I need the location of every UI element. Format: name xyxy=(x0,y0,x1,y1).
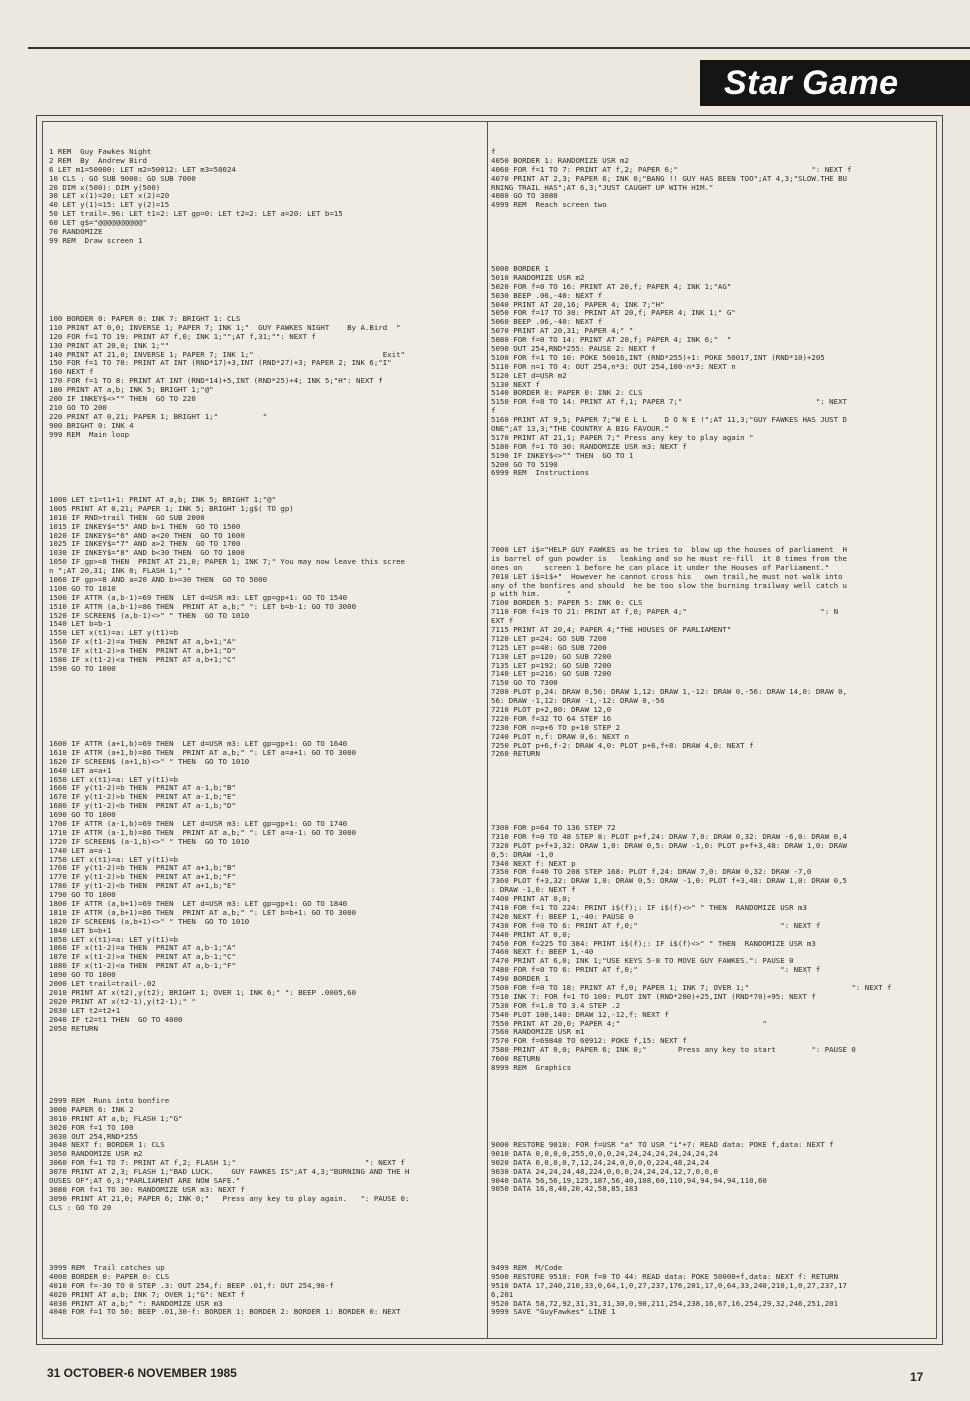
code-line: 900 BRIGHT 0: INK 4 xyxy=(49,421,134,430)
code-line: 1590 GO TO 1000 xyxy=(49,664,116,673)
code-line: 2 REM By Andrew Bird xyxy=(49,156,147,165)
issue-date: 31 OCTOBER-6 NOVEMBER 1985 xyxy=(47,1366,237,1380)
code-block xyxy=(49,1097,487,1213)
code-block xyxy=(491,1141,931,1194)
code-line: 1660 IF y(t1-2)=b THEN PRINT AT a-1,b;"B" xyxy=(49,784,236,793)
code-line: 1890 GO TO 1000 xyxy=(49,971,116,980)
code-line: 1000 LET t1=t1+1: PRINT AT a,b; INK 5; BRIGHT 1;"@" xyxy=(49,496,276,504)
code-line: 1810 IF ATTR (a,b+1)=86 THEN PRINT AT a,b;" ": LET b=b+1: GO TO 3000 xyxy=(49,908,357,917)
code-line: 130 PRINT AT 20,0; INK 1;"" xyxy=(49,341,170,350)
code-line: 1005 PRINT AT 0,21; PAPER 1; INK 5; BRIGHT 1;g$( TO gp) xyxy=(49,504,294,513)
code-line: 1050 IF gp>=8 THEN PRINT AT 21,0; PAPER 1; INK 7;" You may now leave this scree xyxy=(49,558,405,567)
code-block xyxy=(491,824,931,1073)
code-line: 5060 BEEP .06,-40: NEXT f xyxy=(491,318,603,327)
code-line: 6 LET m1=50000: LET m2=50012: LET m3=50024 xyxy=(49,165,236,174)
code-line: 3090 PRINT AT 21,0; PAPER 6; INK 0;" Press any key to play again. ": PAUSE 0: xyxy=(49,1194,410,1203)
code-line: 8999 REM Graphics xyxy=(491,1064,572,1073)
section-banner xyxy=(700,60,970,106)
code-line: 100 BORDER 0: PAPER 0: INK 7: BRIGHT 1: CLS xyxy=(49,315,241,323)
code-line: 4080 GO TO 3080 xyxy=(491,192,558,201)
code-line: 1820 IF SCREEN$ (a,b+1)<>" " THEN GO TO 1010 xyxy=(49,917,250,926)
code-line: ones on screen 1 before he can place it under the Houses of Parliament." xyxy=(491,563,830,572)
code-line: is barrel of gun powder is leaking and so he must re-fill it 8 times from the xyxy=(491,554,847,563)
code-line: 4040 FOR f=1 TO 50: BEEP .01,30-f: BORDER 1: BORDER 2: BORDER 1: BORDER 0: NEXT xyxy=(49,1308,401,1317)
code-line: 7530 FOR f=1.8 TO 3.4 STEP .2 xyxy=(491,1001,621,1010)
column-divider xyxy=(487,121,488,1339)
code-line: 5020 FOR f=0 TO 16: PRINT AT 20,f; PAPER 4; INK 1;"AG" xyxy=(491,282,732,291)
code-block xyxy=(491,148,931,210)
code-line: 3080 FOR f=1 TO 30: RANDOMIZE USR m3: NEXT f xyxy=(49,1185,245,1194)
code-line: 3040 NEXT f: BORDER 1: CLS xyxy=(49,1141,165,1150)
code-line: 5010 RANDOMIZE USR m2 xyxy=(491,273,585,282)
code-line: 4020 PRINT AT a,b; INK 7; OVER 1;"G": NEXT f xyxy=(49,1290,245,1299)
code-line: 3060 FOR f=1 TO 7: PRINT AT f,2; FLASH 1;" ": NEXT f xyxy=(49,1159,405,1168)
code-line: 9499 REM M/Code xyxy=(491,1264,563,1272)
code-line: 1750 LET x(t1)=a: LET y(t1)=b xyxy=(49,855,179,864)
code-line: 7240 PLOT n,f: DRAW 0,6: NEXT n xyxy=(491,732,629,741)
code-line: 2040 IF t2=t1 THEN GO TO 4000 xyxy=(49,1015,183,1024)
code-line: CLS : GO TO 20 xyxy=(49,1203,112,1212)
code-line: 1880 IF x(t1-2)<a THEN PRINT AT a,b-1;"F" xyxy=(49,962,236,971)
code-line: 4060 FOR f=1 TO 7: PRINT AT f,2; PAPER 6;" ": NEXT f xyxy=(491,165,852,174)
code-line: 1 REM Guy Fawkes Night xyxy=(49,148,152,156)
code-line: 5030 BEEP .06,-40: NEXT f xyxy=(491,291,603,300)
code-line: 5200 GO TO 5190 xyxy=(491,460,558,469)
code-line: 9000 RESTORE 9010: FOR f=USR "a" TO USR "i"+7: READ data: POKE f,data: NEXT f xyxy=(491,1141,834,1149)
code-line: 1710 IF ATTR (a-1,b)=86 THEN PRINT AT a,b;" ": LET a=a-1: GO TO 3000 xyxy=(49,828,357,837)
code-line: OUSES OF";AT 6,3;"PARLIAMENT ARE NOW SAFE." xyxy=(49,1177,241,1186)
code-line: 7450 FOR f=225 TO 384: PRINT i$(f);: IF i$(f)<>" " THEN RANDOMIZE USR m3 xyxy=(491,939,816,948)
code-line: 7260 RETURN xyxy=(491,750,540,759)
code-line: 1570 IF x(t1-2)>a THEN PRINT AT a,b+1;"D" xyxy=(49,647,236,656)
code-line: 170 FOR f=1 TO 8: PRINT AT INT (RND*14)+5,INT (RND*25)+4; INK 5;"H": NEXT f xyxy=(49,377,383,386)
code-block xyxy=(491,546,931,759)
code-line: 160 NEXT f xyxy=(49,368,94,377)
code-line: 3030 OUT 254,RND*255 xyxy=(49,1132,138,1141)
code-line: 3999 REM Trail catches up xyxy=(49,1264,165,1272)
code-line: any of the bonfires and should he be too slow the burning trailway well catch u xyxy=(491,581,847,590)
code-block xyxy=(49,148,487,246)
code-block xyxy=(491,265,931,478)
code-line: 3010 PRINT AT a,b; FLASH 1;"G" xyxy=(49,1114,183,1123)
code-line: 60 LET g$="@@@@@@@@@@" xyxy=(49,219,147,228)
code-line: 7490 BORDER 1 xyxy=(491,975,549,984)
code-line: 10 CLS : GO SUB 9000: GO SUB 7000 xyxy=(49,174,196,183)
code-line: 7000 LET i$="HELP GUY FAWKES as he tries to blow up the houses of parliament H xyxy=(491,546,847,554)
code-line: 7210 PLOT p+2,80: DRAW 12,0 xyxy=(491,706,612,715)
code-line: 7310 FOR f=0 TO 48 STEP 8: PLOT p+f,24: DRAW 7,0: DRAW 0,32: DRAW -6,0: DRAW 0,4 xyxy=(491,832,847,841)
code-line: 1560 IF x(t1-2)=a THEN PRINT AT a,b+1;"A" xyxy=(49,638,236,647)
code-line: 1780 IF y(t1-2)<b THEN PRINT AT a+1,b;"E" xyxy=(49,882,236,891)
code-line: 1060 IF gp>=8 AND a=20 AND b>=30 THEN GO TO 5000 xyxy=(49,576,268,585)
code-line: 1620 IF SCREEN$ (a+1,b)<>" " THEN GO TO 1010 xyxy=(49,757,250,766)
code-line: n ";AT 20,31; INK 0; FLASH 1;" " xyxy=(49,567,192,576)
code-line: 6999 REM Instructions xyxy=(491,469,589,478)
code-line: 3050 RANDOMIZE USR m2 xyxy=(49,1150,143,1159)
code-line: 7220 FOR f=32 TO 64 STEP 16 xyxy=(491,714,612,723)
code-line: 7010 LET i$=i$+" However he cannot cross his own trail,he must not walk into xyxy=(491,572,843,581)
code-line: 40 LET y(1)=15: LET y(2)=15 xyxy=(49,201,170,210)
code-line: 1840 LET b=b+1 xyxy=(49,926,112,935)
code-line: 1700 IF ATTR (a-1,b)=69 THEN LET d=USR m3: LET gp=gp+1: GO TO 1740 xyxy=(49,820,348,829)
code-line: : DRAW -1,0: NEXT f xyxy=(491,886,576,895)
code-line: 1800 IF ATTR (a,b+1)=69 THEN LET d=USR m3: LET gp=gp+1: GO TO 1840 xyxy=(49,900,348,909)
code-line: 1010 IF RND>trail THEN GO SUB 2000 xyxy=(49,513,205,522)
code-line: 9030 DATA 24,24,24,48,224,0,0,0,24,24,24,12,7,0,0,0 xyxy=(491,1167,718,1176)
code-line: 150 FOR f=1 TO 70: PRINT AT INT (RND*17)+3,INT (RND*27)+3; PAPER 2; INK 6;"I" xyxy=(49,359,392,368)
code-line: 7230 FOR n=p+6 TO p+10 STEP 2 xyxy=(491,723,621,732)
code-line: 1610 IF ATTR (a+1,b)=86 THEN PRINT AT a,b;" ": LET a=a+1: GO TO 3000 xyxy=(49,748,357,757)
code-line: 5040 PRINT AT 20,16; PAPER 4; INK 7;"H" xyxy=(491,300,665,309)
code-line: 7250 PLOT p+6,f-2: DRAW 4,0: PLOT p+6,f+8: DRAW 4,0: NEXT f xyxy=(491,741,754,750)
code-line: 4010 FOR f=-30 TO 0 STEP .3: OUT 254,f: BEEP .01,f: OUT 254,90-f xyxy=(49,1281,334,1290)
code-line: 1860 IF x(t1-2)=a THEN PRINT AT a,b-1;"A" xyxy=(49,944,236,953)
code-line: 7340 NEXT f: NEXT p xyxy=(491,859,576,868)
code-line: 7580 PRINT AT 0,0; PAPER 6; INK 0;" Press any key to start ": PAUSE 0 xyxy=(491,1046,856,1055)
code-line: 20 DIM x(500): DIM y(500) xyxy=(49,183,161,192)
code-line: 1540 LET b=b-1 xyxy=(49,620,112,629)
code-line: 180 PRINT AT a,b; INK 5; BRIGHT 1;"@" xyxy=(49,386,214,395)
code-line: 7470 PRINT AT 6,0; INK 1;"USE KEYS 5-8 TO MOVE GUY FAWKES.": PAUSE 0 xyxy=(491,957,794,966)
code-block xyxy=(49,740,487,1033)
code-line: 7510 INK 7: FOR f=1 TO 100: PLOT INT (RND*200)+25,INT (RND*70)+95: NEXT f xyxy=(491,992,816,1001)
code-line: 1510 IF ATTR (a,b-1)=86 THEN PRINT AT a,b;" ": LET b=b-1: GO TO 3000 xyxy=(49,602,357,611)
code-line: 7350 FOR f=40 TO 208 STEP 168: PLOT f,24: DRAW 7,0: DRAW 0,32: DRAW -7,0 xyxy=(491,868,812,877)
code-line: 7200 PLOT p,24: DRAW 0,56: DRAW 1,12: DRAW 1,-12: DRAW 0,-56: DRAW 14,0: DRAW 0, xyxy=(491,688,847,697)
code-line: RNING TRAIL HAS";AT 6,3;"JUST CAUGHT UP WITH HIM." xyxy=(491,183,714,192)
code-line: 140 PRINT AT 21,0; INVERSE 1; PAPER 7; INK 1;" Exit" xyxy=(49,350,405,359)
code-line: 7115 PRINT AT 20,4; PAPER 4;"THE HOUSES OF PARLIAMENT" xyxy=(491,626,732,635)
code-line: 7110 FOR f=19 TO 21: PRINT AT f,0; PAPER 4;" ": N xyxy=(491,608,839,617)
code-line: 1670 IF y(t1-2)>b THEN PRINT AT a-1,b;"E" xyxy=(49,793,236,802)
code-line: 99 REM Draw screen 1 xyxy=(49,236,143,245)
code-line: EXT f xyxy=(491,617,514,626)
code-line: 5050 FOR f=17 TO 30: PRINT AT 20,f; PAPER 4; INK 1;" G" xyxy=(491,309,736,318)
code-line: 3000 PAPER 6: INK 2 xyxy=(49,1105,134,1114)
code-line: 1015 IF INKEY$="5" AND b>1 THEN GO TO 1500 xyxy=(49,522,241,531)
code-line: 999 REM Main loop xyxy=(49,430,130,439)
code-line: 7135 LET p=192: GO SUB 7200 xyxy=(491,661,612,670)
code-line: 7320 PLOT p+f+3,32: DRAW 1,0: DRAW 0,5: DRAW -1,0: PLOT p+f+3,48: DRAW 1,0: DRAW xyxy=(491,841,847,850)
code-line: 30 LET x(1)=20: LET x(2)=20 xyxy=(49,192,170,201)
code-line: 1550 LET x(t1)=a: LET y(t1)=b xyxy=(49,629,179,638)
code-line: f xyxy=(491,407,496,416)
code-line: 7440 PRINT AT 0,0; xyxy=(491,930,572,939)
code-line: 1025 IF INKEY$="7" AND a>2 THEN GO TO 1700 xyxy=(49,540,241,549)
code-line: 7130 LET p=120: GO SUB 7200 xyxy=(491,652,612,661)
code-line: 2999 REM Runs into bonfire xyxy=(49,1097,170,1105)
code-line: 210 GO TO 200 xyxy=(49,403,107,412)
code-line: 5000 BORDER 1 xyxy=(491,265,549,273)
code-line: 9010 DATA 0,0,0,0,255,0,0,0,24,24,24,24,24,24,24,24 xyxy=(491,1149,718,1158)
code-line: 5190 IF INKEY$<>"" THEN GO TO 1 xyxy=(491,451,634,460)
code-line: 2030 LET t2=t2+1 xyxy=(49,1006,121,1015)
code-line: 4050 BORDER 1: RANDOMIZE USR m2 xyxy=(491,156,629,165)
code-line: 9500 RESTORE 9510: FOR f=0 TO 44: READ data: POKE 50000+f,data: NEXT f: RETURN xyxy=(491,1272,839,1281)
code-line: 7125 LET p=40: GO SUB 7200 xyxy=(491,643,607,652)
code-line: 5090 OUT 254,RND*255: PAUSE 2: NEXT f xyxy=(491,345,656,354)
code-line: 70 RANDOMIZE xyxy=(49,228,103,237)
code-line: 9520 DATA 58,72,92,31,31,31,30,0,90,211,254,238,16,67,16,254,29,32,246,251,201 xyxy=(491,1299,839,1308)
code-line: 1740 LET a=a-1 xyxy=(49,846,112,855)
code-line: 9040 DATA 56,56,19,125,187,56,40,108,60,110,94,94,94,94,110,60 xyxy=(491,1176,767,1185)
code-line: 1500 IF ATTR (a,b-1)=69 THEN LET d=USR m3: LET gp=gp+1: GO TO 1540 xyxy=(49,593,348,602)
code-line: 5140 BORDER 0: PAPER 0: INK 2: CLS xyxy=(491,389,643,398)
code-block xyxy=(491,1264,931,1317)
code-line: ONE";AT 13,3;"THE COUNTRY A BIG FAVOUR." xyxy=(491,425,669,434)
code-line: 1720 IF SCREEN$ (a-1,b)<>" " THEN GO TO 1010 xyxy=(49,837,250,846)
code-line: 7150 GO TO 7300 xyxy=(491,679,558,688)
code-line: 110 PRINT AT 0,0; INVERSE 1; PAPER 7; INK 1;" GUY FAWKES NIGHT By A.Bird " xyxy=(49,323,401,332)
code-block xyxy=(49,496,487,674)
code-line: 1020 IF INKEY$="6" AND a<20 THEN GO TO 1600 xyxy=(49,531,245,540)
code-line: 6,201 xyxy=(491,1290,514,1299)
code-line: 5120 LET d=USR m2 xyxy=(491,371,567,380)
top-rule xyxy=(28,47,970,49)
code-line: 4000 BORDER 0: PAPER 0: CLS xyxy=(49,1272,170,1281)
code-line: 200 IF INKEY$<>"" THEN GO TO 220 xyxy=(49,395,196,404)
code-line: 9020 DATA 0,0,0,0,7,12,24,24,0,0,0,0,224,48,24,24 xyxy=(491,1158,710,1167)
code-line: 7360 PLOT f+3,32: DRAW 1,0: DRAW 0,5: DRAW -1,0: PLOT f+3,48: DRAW 1,0: DRAW 0,5 xyxy=(491,877,847,886)
code-line: 1600 IF ATTR (a+1,b)=69 THEN LET d=USR m3: LET gp=gp+1: GO TO 1640 xyxy=(49,740,348,748)
code-line: 1790 GO TO 1000 xyxy=(49,891,116,900)
code-line: 0,5: DRAW -1,0 xyxy=(491,850,554,859)
code-line: 50 LET trail=.96: LET t1=2: LET gp=0: LET t2=2: LET a=20: LET b=15 xyxy=(49,210,343,219)
code-line: 9050 DATA 16,8,40,20,42,58,85,183 xyxy=(491,1185,638,1194)
code-line: 5160 PRINT AT 9,5; PAPER 7;"W E L L D O N E !";AT 11,3;"GUY FAWKES HAS JUST D xyxy=(491,416,847,425)
code-line: 7140 LET p=216: GO SUB 7200 xyxy=(491,670,612,679)
code-line: 7400 PRINT AT 0,0; xyxy=(491,895,572,904)
code-line: 1680 IF y(t1-2)<b THEN PRINT AT a-1,b;"D" xyxy=(49,802,236,811)
code-line: 7540 PLOT 100,140: DRAW 12,-12,f: NEXT f xyxy=(491,1010,669,1019)
code-line: 5080 FOR f=0 TO 14: PRINT AT 20,f; PAPER 4; INK 6;" " xyxy=(491,336,732,345)
code-line: 2000 LET trail=trail-.02 xyxy=(49,980,156,989)
code-line: 4030 PRINT AT a,b;" ": RANDOMIZE USR m3 xyxy=(49,1299,223,1308)
code-line: 5150 FOR f=8 TO 14: PRINT AT f,1; PAPER 7;" ": NEXT xyxy=(491,398,847,407)
page-number: 17 xyxy=(910,1370,924,1384)
code-line: p with him. " xyxy=(491,590,572,599)
code-line: 5110 FOR n=1 TO 4: OUT 254,n*3: OUT 254,100-n*3: NEXT n xyxy=(491,362,736,371)
code-line: f xyxy=(491,148,496,156)
code-line: 7570 FOR f=69848 TO 60912: POKE f,15: NEXT f xyxy=(491,1037,687,1046)
code-line: 120 FOR f=1 TO 19: PRINT AT f,0; INK 1;"";AT f,31;"": NEXT f xyxy=(49,332,316,341)
code-line: 1100 GO TO 1010 xyxy=(49,584,116,593)
code-line: 7500 FOR f=0 TO 18: PRINT AT f,0; PAPER 1; INK 7; OVER 1;" ": NEXT f xyxy=(491,984,892,993)
code-line: 1850 LET x(t1)=a: LET y(t1)=b xyxy=(49,935,179,944)
code-line: 7300 FOR p=64 TO 136 STEP 72 xyxy=(491,824,616,832)
code-line: 5180 FOR f=1 TO 30: RANDOMIZE USR m3: NEXT f xyxy=(491,442,687,451)
code-line: 7460 NEXT f: BEEP 1,-40 xyxy=(491,948,594,957)
code-line: 4999 REM Reach screen two xyxy=(491,201,607,210)
code-line: 2020 PRINT AT x(t2-1),y(t2-1);" " xyxy=(49,997,196,1006)
code-line: 1580 IF x(t1-2)<a THEN PRINT AT a,b+1;"C" xyxy=(49,656,236,665)
code-line: 1520 IF SCREEN$ (a,b-1)<>" " THEN GO TO 1010 xyxy=(49,611,250,620)
code-line: 7430 FOR f=0 TO 6: PRINT AT f,0;" ": NEXT f xyxy=(491,921,821,930)
banner-title: Star Game xyxy=(724,64,899,102)
code-line: 1640 LET a=a+1 xyxy=(49,766,112,775)
code-line: 7100 BORDER 5: PAPER 5: INK 0: CLS xyxy=(491,599,643,608)
code-line: 2050 RETURN xyxy=(49,1024,98,1033)
code-line: 7480 FOR f=0 TO 6: PRINT AT f,0;" ": NEXT f xyxy=(491,966,821,975)
code-line: 3070 PRINT AT 2,3; FLASH 1;"BAD LUCK. GUY FAWKES IS";AT 4,3;"BURNING AND THE H xyxy=(49,1168,410,1177)
code-line: 56: DRAW -1,12: DRAW -1,-12: DRAW 0,-56 xyxy=(491,697,665,706)
code-line: 1650 LET x(t1)=a: LET y(t1)=b xyxy=(49,775,179,784)
code-block xyxy=(49,315,487,439)
code-line: 5070 PRINT AT 20,31; PAPER 4;" " xyxy=(491,327,634,336)
code-line: 9999 SAVE "GuyFawkes" LINE 1 xyxy=(491,1308,616,1317)
code-line: 7560 RANDOMIZE USR m1 xyxy=(491,1028,585,1037)
code-line: 5130 NEXT f xyxy=(491,380,540,389)
code-line: 1770 IF y(t1-2)>b THEN PRINT AT a+1,b;"F" xyxy=(49,873,236,882)
code-line: 5100 FOR f=1 TO 10: POKE 50016,INT (RND*255)+1: POKE 50017,INT (RND*10)+205 xyxy=(491,353,825,362)
code-line: 9510 DATA 17,240,210,33,0,64,1,0,27,237,176,201,17,0,64,33,240,210,1,0,27,237,17 xyxy=(491,1281,847,1290)
code-block xyxy=(49,1264,487,1317)
code-line: 5170 PRINT AT 21,1; PAPER 7;" Press any key to play again " xyxy=(491,433,754,442)
code-line: 7550 PRINT AT 20,0; PAPER 4;" " xyxy=(491,1019,767,1028)
code-line: 7420 NEXT f: BEEP 1,-40: PAUSE 0 xyxy=(491,912,634,921)
code-line: 1870 IF x(t1-2)>a THEN PRINT AT a,b-1;"C" xyxy=(49,953,236,962)
code-line: 7410 FOR f=1 TO 224: PRINT i$(f);: IF i$(f)<>" " THEN RANDOMIZE USR m3 xyxy=(491,904,807,913)
code-line: 2010 PRINT AT x(t2),y(t2); BRIGHT 1; OVER 1; INK 6;" ": BEEP .0005,60 xyxy=(49,988,357,997)
code-line: 4070 PRINT AT 2,3; PAPER 6; INK 0;"BANG !! GUY HAS BEEN TOO";AT 4,3;"SLOW.THE BU xyxy=(491,174,847,183)
code-line: 220 PRINT AT 0,21; PAPER 1; BRIGHT 1;" " xyxy=(49,412,268,421)
code-line: 1690 GO TO 1000 xyxy=(49,811,116,820)
code-line: 1030 IF INKEY$="8" AND b<30 THEN GO TO 1800 xyxy=(49,549,245,558)
code-line: 1760 IF y(t1-2)=b THEN PRINT AT a+1,b;"B" xyxy=(49,864,236,873)
code-line: 7120 LET p=24: GO SUB 7200 xyxy=(491,634,607,643)
code-line: 7600 RETURN xyxy=(491,1055,540,1064)
code-line: 3020 FOR f=1 TO 100 xyxy=(49,1123,134,1132)
